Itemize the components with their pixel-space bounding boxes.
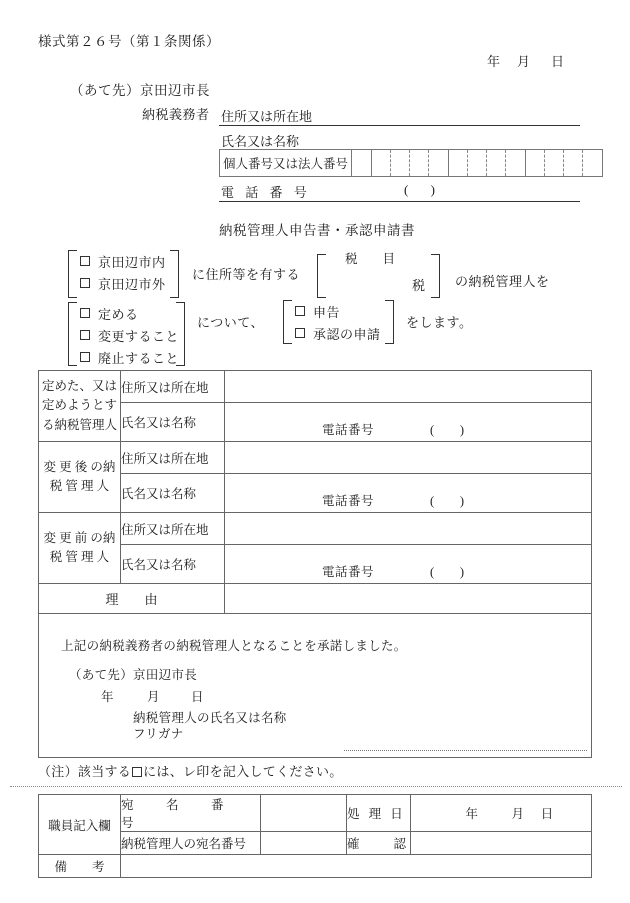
manager-table [38, 370, 592, 758]
row-2-address-value[interactable] [225, 513, 592, 545]
mynumber-pad-cell[interactable] [352, 150, 372, 176]
table-row [39, 855, 592, 878]
process-date-month: 月 [511, 807, 524, 821]
row-2-who-label: 変 更 前 の納 税 管 理 人 [39, 513, 121, 584]
reason-label: 理 由 [39, 584, 225, 614]
table-row [39, 832, 592, 855]
checkbox-approval[interactable] [295, 328, 305, 338]
tax-suffix-label: 税 [412, 278, 426, 293]
row-1-tel-parens: ( ) [430, 494, 466, 508]
consent-date-month: 月 [147, 690, 160, 705]
checkbox-report-label: 申告 [313, 304, 341, 320]
remark-value[interactable] [121, 855, 592, 878]
top-date-month: 月 [517, 54, 531, 69]
row-0-tel-label: 電話番号 [322, 423, 375, 437]
checkbox-city-outside[interactable] [80, 278, 90, 288]
row-0-name-label: 氏名又は名称 [121, 403, 225, 442]
statement-text-2: の納税管理人を [455, 274, 550, 289]
row-2-tel-parens: ( ) [430, 565, 466, 579]
checkbox-establish[interactable] [80, 308, 90, 318]
table-row [39, 371, 592, 403]
note-prefix: （注）該当する [38, 764, 132, 779]
remark-label: 備 考 [39, 855, 121, 878]
mynumber-cell[interactable] [526, 150, 545, 176]
top-date-day: 日 [551, 54, 565, 69]
note-checkbox-icon [132, 767, 142, 777]
row-2-tel-label: 電話番号 [322, 565, 375, 579]
row-1-address-value[interactable] [225, 442, 592, 474]
table-row [39, 474, 592, 513]
document-title: 納税管理人申告書・承認申請書 [219, 223, 415, 238]
dotted-separator [10, 786, 622, 787]
row-2-name-label: 氏名又は名称 [121, 545, 225, 584]
action-option-bracket [68, 302, 185, 366]
checkbox-row-city-inside[interactable] [69, 250, 178, 272]
staff-section-label: 職員記入欄 [39, 795, 121, 855]
process-date-year: 年 [465, 807, 478, 821]
manager-atena-label: 納税管理人の宛名番号 [121, 832, 261, 855]
checkbox-row-approval[interactable] [284, 322, 393, 344]
taxpayer-tel-field[interactable] [219, 181, 580, 202]
form-note [38, 761, 343, 780]
row-1-name-label: 氏名又は名称 [121, 474, 225, 513]
row-2-address-label: 住所又は所在地 [121, 513, 225, 545]
taxpayer-tel-parens: ( ) [404, 182, 436, 197]
table-row [39, 614, 592, 758]
mynumber-cell[interactable] [545, 150, 564, 176]
consent-date-day: 日 [191, 690, 204, 705]
row-0-name-value[interactable] [225, 403, 592, 442]
addressee-top: （あて先）京田辺市長 [70, 83, 210, 98]
checkbox-report[interactable] [295, 306, 305, 316]
table-row [39, 513, 592, 545]
consent-section [39, 614, 592, 758]
table-row [39, 442, 592, 474]
table-row [39, 545, 592, 584]
row-1-address-label: 住所又は所在地 [121, 442, 225, 474]
taxpayer-tel-label: 電 話 番 号 [221, 185, 311, 200]
city-option-bracket [68, 250, 179, 298]
row-2-name-value[interactable] [225, 545, 592, 584]
mynumber-cell[interactable] [583, 150, 602, 176]
mynumber-group-2[interactable] [449, 150, 526, 176]
confirm-label: 確 認 [347, 832, 411, 855]
taxpayer-name-label: 氏名又は名称 [221, 134, 300, 149]
mynumber-cell[interactable] [372, 150, 391, 176]
taxpayer-section-label: 納税義務者 [142, 107, 210, 122]
mynumber-cell[interactable] [468, 150, 487, 176]
checkbox-change-label: 変更すること [98, 328, 180, 344]
consent-date-year: 年 [101, 690, 114, 705]
top-date-line [487, 51, 564, 70]
mynumber-cell[interactable] [564, 150, 583, 176]
process-date-label: 処 理 日 [347, 795, 411, 832]
row-1-tel-label: 電話番号 [322, 494, 375, 508]
signature-dotted-line[interactable] [344, 750, 587, 751]
checkbox-establish-label: 定める [98, 306, 139, 322]
checkbox-row-establish[interactable] [69, 302, 184, 324]
checkbox-row-city-outside[interactable] [69, 272, 178, 294]
checkbox-city-inside-label: 京田辺市内 [98, 254, 166, 270]
consent-date-line [101, 691, 591, 704]
note-suffix: には、レ印を記入してください。 [143, 764, 343, 779]
checkbox-city-outside-label: 京田辺市外 [98, 276, 166, 292]
row-0-address-value[interactable] [225, 371, 592, 403]
tax-item-label: 税 目 [345, 252, 396, 266]
table-row [39, 403, 592, 442]
staff-entry-table [38, 794, 592, 878]
mynumber-grid[interactable] [219, 149, 603, 177]
table-row [39, 795, 592, 832]
row-0-tel-parens: ( ) [430, 423, 466, 437]
process-date-value[interactable] [411, 795, 592, 832]
row-1-name-value[interactable] [225, 474, 592, 513]
form-number: 様式第２６号（第１条関係） [38, 34, 220, 49]
consent-furigana-label: フリガナ [133, 727, 184, 742]
checkbox-city-inside[interactable] [80, 256, 90, 266]
reason-value[interactable] [225, 584, 592, 614]
mynumber-group-1[interactable] [372, 150, 449, 176]
mynumber-cell[interactable] [429, 150, 448, 176]
row-1-who-label: 変 更 後 の納 税 管 理 人 [39, 442, 121, 513]
taxpayer-name-field[interactable] [219, 130, 580, 151]
taxpayer-address-label: 住所又は所在地 [221, 109, 313, 124]
consent-addressee: （あて先）京田辺市長 [69, 667, 198, 682]
taxpayer-address-field[interactable] [219, 105, 580, 126]
atena-number-label: 宛 名 番 号 [121, 795, 261, 832]
mynumber-group-3[interactable] [526, 150, 602, 176]
mynumber-cell[interactable] [391, 150, 410, 176]
process-date-day: 日 [540, 807, 554, 821]
top-date-year: 年 [487, 54, 501, 69]
checkbox-change[interactable] [80, 330, 90, 340]
manager-atena-value[interactable] [261, 832, 347, 855]
consent-line-1: 上記の納税義務者の納税管理人となることを承諾しました。 [61, 639, 407, 654]
confirm-value[interactable] [411, 832, 592, 855]
statement-text-1: に住所等を有する [192, 267, 301, 282]
mynumber-cell[interactable] [410, 150, 429, 176]
mynumber-cell[interactable] [487, 150, 506, 176]
checkbox-row-report[interactable] [284, 300, 393, 322]
checkbox-abolish[interactable] [80, 352, 90, 362]
checkbox-row-abolish[interactable] [69, 346, 184, 368]
mynumber-label: 個人番号又は法人番号 [220, 150, 352, 176]
checkbox-approval-label: 承認の申請 [313, 326, 381, 342]
table-row [39, 584, 592, 614]
checkbox-abolish-label: 廃止すること [98, 350, 180, 366]
atena-number-value[interactable] [261, 795, 347, 832]
row-0-who-label: 定めた、又は定めようとする納税管理人 [39, 371, 121, 442]
row-0-address-label: 住所又は所在地 [121, 371, 225, 403]
statement-text-3: について、 [197, 315, 264, 330]
checkbox-row-change[interactable] [69, 324, 184, 346]
mynumber-cell[interactable] [506, 150, 525, 176]
mynumber-cell[interactable] [449, 150, 468, 176]
statement-text-4: をします。 [406, 315, 473, 330]
apply-option-bracket [283, 300, 394, 344]
consent-name-label: 納税管理人の氏名又は名称 [133, 710, 287, 725]
